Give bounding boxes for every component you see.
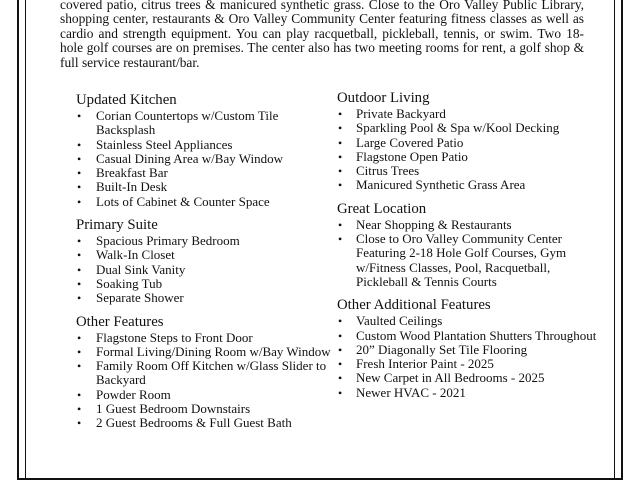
- feature-list-item: • Formal Living/Dining Room w/Bay Window: [76, 345, 338, 359]
- feature-list-item: • Large Covered Patio: [337, 136, 599, 150]
- feature-list: [337, 107, 599, 193]
- section-outdoor-living: [337, 90, 599, 193]
- feature-list-item: • Corian Countertops w/Custom Tile Backsplash: [76, 109, 338, 138]
- section-other-features: [76, 314, 338, 431]
- feature-list: [76, 234, 338, 305]
- feature-list-item: • New Carpet in All Bedrooms - 2025: [337, 371, 599, 385]
- feature-list-item: • Breakfast Bar: [76, 166, 338, 180]
- feature-list-item: • Fresh Interior Paint - 2025: [337, 357, 599, 371]
- feature-list-item: • Stainless Steel Appliances: [76, 138, 338, 152]
- section-primary-suite: [76, 217, 338, 305]
- feature-list-item: • Casual Dining Area w/Bay Window: [76, 152, 338, 166]
- feature-list-item: • Citrus Trees: [337, 164, 599, 178]
- feature-list-item: • 20” Diagonally Set Tile Flooring: [337, 343, 599, 357]
- feature-list-item: • Walk-In Closet: [76, 248, 338, 262]
- feature-list-item: • Separate Shower: [76, 291, 338, 305]
- section-great-location: [337, 201, 599, 289]
- feature-list-item: • Powder Room: [76, 388, 338, 402]
- feature-list: [76, 109, 338, 209]
- feature-list-item: • Vaulted Ceilings: [337, 314, 599, 328]
- section-title: Outdoor Living: [337, 90, 430, 106]
- intro-paragraph: covered patio, citrus trees & manicured synthetic grass. Close to the Oro Valley Public Library, shopping center, restaurants & Oro Valley Community Center featuring fitness classes as well as cardio and strength equipment. You can play racquetball, pickleball, tennis, or swim. Two 18-hole golf courses are on premises. The center also has two meeting rooms for rent, a golf shop & full service restaurant/bar.: [60, 0, 584, 70]
- feature-list-item: • Lots of Cabinet & Counter Space: [76, 195, 338, 209]
- feature-list-item: • Soaking Tub: [76, 277, 338, 291]
- feature-list: [337, 314, 599, 400]
- feature-list-item: • Flagstone Steps to Front Door: [76, 331, 338, 345]
- feature-list-item: • Near Shopping & Restaurants: [337, 218, 599, 232]
- feature-list-item: • Manicured Synthetic Grass Area: [337, 178, 599, 192]
- section-title: Other Additional Features: [337, 297, 491, 314]
- feature-list-item: • Newer HVAC - 2021: [337, 386, 599, 400]
- section-title: Primary Suite: [76, 217, 158, 234]
- feature-list-item: • Flagstone Open Patio: [337, 150, 599, 164]
- feature-list-item: • Built-In Desk: [76, 180, 338, 194]
- feature-list-item: • Spacious Primary Bedroom: [76, 234, 338, 248]
- left-column: [76, 92, 338, 439]
- feature-list: [337, 218, 599, 289]
- feature-list: [76, 331, 338, 431]
- section-title: Great Location: [337, 200, 427, 217]
- feature-list-item: • Dual Sink Vanity: [76, 263, 338, 277]
- section-title: Other Features: [76, 313, 164, 330]
- section-other-additional-features: [337, 297, 599, 400]
- feature-list-item: • Private Backyard: [337, 107, 599, 121]
- feature-list-item: • 1 Guest Bedroom Downstairs: [76, 402, 338, 416]
- right-column: [337, 90, 599, 408]
- section-title: Updated Kitchen: [76, 92, 177, 108]
- feature-list-item: • Close to Oro Valley Community Center Featuring 2-18 Hole Golf Courses, Gym w/Fitness Classes, Pool, Racquetball, Pickleball & Tennis Courts: [337, 232, 599, 289]
- feature-list-item: • 2 Guest Bedrooms & Full Guest Bath: [76, 416, 338, 430]
- feature-list-item: • Family Room Off Kitchen w/Glass Slider to Backyard: [76, 359, 338, 388]
- section-updated-kitchen: [76, 92, 338, 209]
- feature-list-item: • Sparkling Pool & Spa w/Kool Decking: [337, 121, 599, 135]
- feature-list-item: • Custom Wood Plantation Shutters Throughout: [337, 329, 599, 343]
